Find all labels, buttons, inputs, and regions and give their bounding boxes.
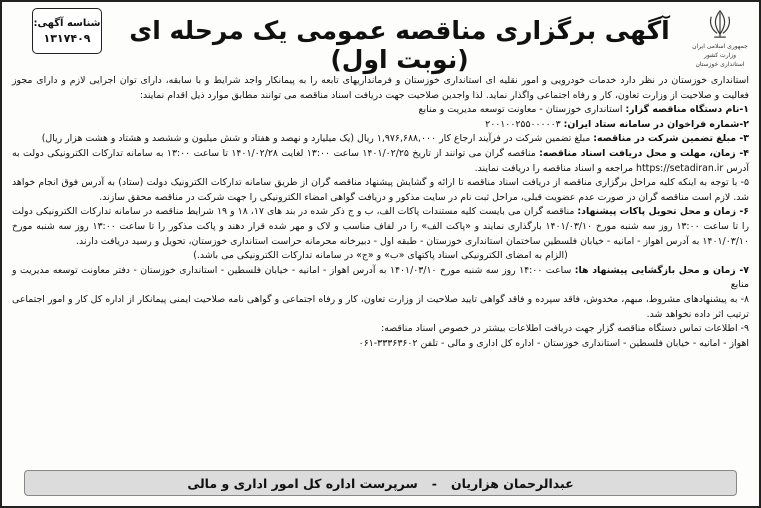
item-text: ۹- اطلاعات تماس دستگاه مناقصه گزار جهت دریافت اطلاعات بیشتر در خصوص اسناد مناقصه: [381,323,749,335]
item-8 [12,293,749,322]
iran-emblem-icon [705,8,735,41]
item-4 [12,147,749,176]
signature-bar [24,470,737,496]
notice-id-number: ۱۳۱۷۴۰۹ [43,31,91,45]
item-label: ۱-نام دستگاه مناقصه گزار: [625,104,749,116]
item-text: ۵- با توجه به اینکه کلیه مراحل برگزاری مناقصه از دریافت اسناد مناقصه تا ارائه و گشایش پیشنهاد مناقصه گران از طریق سامانه تدارکات الکترونیک دولت (ستاد) به آدرس فوق انجام خواهد شد. لازم است مناقصه گران در صورت عدم عضویت قبلی، مراحل ثبت نام در سایت مذکور و دریافت گواهی امضاء الکترونیکی را جهت شرکت در مناقصه محقق سازند. [12,177,749,203]
item-label: ۲-شماره فراخوان در سامانه ستاد ایران: [563,118,749,130]
item-text: اهواز - امانیه - خیابان فلسطین - استانداری خوزستان - اداره کل اداری و مالی - تلفن ۳۳۳۶۳۶۰۲-۰۶۱ [358,337,749,349]
item-3 [12,132,749,147]
item-text: ساعت ۱۴:۰۰ روز سه شنبه مورخ ۱۴۰۱/۰۳/۱۰ به آدرس اهواز - امانیه - خیابان فلسطین - استانداری خوزستان - دفتر معاونت توسعه مدیریت و منابع [12,264,749,291]
emblem-caption-1: جمهوری اسلامی ایران [692,43,748,50]
item-2 [12,118,749,133]
item-text: استانداری خوزستان - معاونت توسعه مدیریت و منابع [418,104,626,116]
notice-id-box [32,8,102,54]
item-label: ۴- زمان، مهلت و محل دریافت اسناد مناقصه: [539,147,749,159]
notice-id-label: شناسه آگهی: [33,17,101,29]
item-5 [12,176,749,205]
item-text: ۸- به پیشنهادهای مشروط، مبهم، مخدوش، فاقد سپرده و فاقد گواهی تایید صلاحیت از وزارت تعاون، کار و رفاه اجتماعی و گواهی نامه صلاحیت ایمنی پیمانکار از اداره کل کار و امور اجتماعی ترتیب اثر داده نخواهد شد. [12,293,749,320]
signature-separator: - [431,475,437,491]
emblem-caption-3: استانداری خوزستان [695,61,745,68]
item-9 [12,322,749,337]
signatory-position: سرپرست اداره کل امور اداری و مالی [187,475,418,491]
item-text: مناقصه گران می توانند از تاریخ ۱۴۰۱/۰۲/۲۵ ساعت ۱۳:۰۰ لغایت ۱۴۰۱/۰۲/۲۸ تا ساعت ۱۳:۰۰ به سامانه تدارکات الکترونیکی دولت به آدرس https://setadiran.ir مراجعه و اسناد مناقصه را دریافت نمایند. [12,147,749,174]
item-label: ۷- زمان و محل بازگشایی پیشنهاد ها: [574,264,749,276]
page-title: آگهی برگزاری مناقصه عمومی یک مرحله ای (نوبت اول) [129,16,670,74]
item-7 [12,264,749,293]
item-label: ۶- زمان و محل تحویل پاکات پیشنهاد: [577,206,749,218]
emblem [689,8,751,68]
signatory-name: عبدالرحمان هزاریان [450,475,574,491]
notice-body [12,74,749,351]
item-label: ۳- مبلغ تضمین شرکت در مناقصه: [593,133,749,145]
item-6-note [12,249,749,264]
item-text: مناقصه گران می بایست کلیه مستندات پاکات الف، ب و ج ذکر شده در بند های ۱۷، ۱۸ و ۱۹ شرایط مناقصه در سامانه تدارکات الکترونیکی دولت را تا ساعت ۱۳:۰۰ روز سه شنبه مورخ ۱۴۰۱/۰۳/۱۰ بارگذاری نمایند و «پاکت الف» را در لفاف مناسب و لاک و مهر شده قرار دهند و پاکت مذکور را تا ساعت ۱۳:۰۰ روز سه شنبه مورخ ۱۴۰۱/۰۳/۱۰ به آدرس اهواز - امانیه - خیابان فلسطین ساختمان استانداری خوزستان - طبقه اول - دبیرخانه محرمانه حراست استانداری خوزستان، تحویل و رسید دریافت دارند. [12,206,749,247]
item-6 [12,205,749,249]
emblem-caption-2: وزارت کشور [703,52,737,59]
item-text: (الزام به امضای الکترونیکی اسناد پاکتهای «ب» و «ج» در سامانه تدارکات الکترونیکی می باشد.) [193,250,568,262]
item-text: ۲۰۰۱۰۰۲۵۵۰۰۰۰۰۳ [485,118,564,130]
item-9-contact [12,337,749,352]
item-1 [12,103,749,118]
item-text: مبلغ تضمین شرکت در فرآیند ارجاع کار ۱,۹۷۶,۶۸۸,۰۰۰ ریال (یک میلیارد و نهصد و هفتاد و شش میلیون و ششصد و هشتاد و هشت هزار ریال) [41,133,594,145]
intro-paragraph: استانداری خوزستان در نظر دارد خدمات خودرویی و امور نقلیه ای استانداری خوزستان و فرمانداریهای تابعه را به پیمانکار واجد شرایط و با سابقه، دارای توان اجرایی لازم و دارای مجوز فعالیت و صلاحیت از وزارت تعاون، کار و رفاه اجتماعی واگذار نماید. لذا واجدین صلاحیت جهت دریافت اسناد مناقصه می توانند مطابق موارد ذیل اقدام نمایند: [12,75,749,101]
